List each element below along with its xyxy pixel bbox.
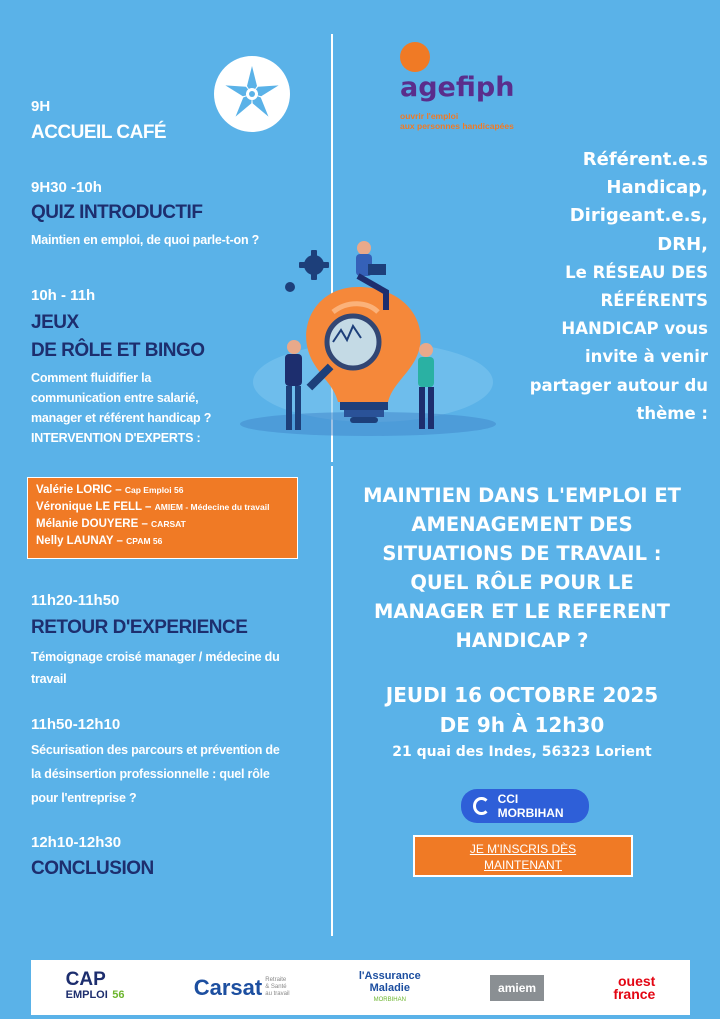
- expert-item: Nelly LAUNAY – CPAM 56: [36, 535, 163, 547]
- register-button[interactable]: JE M'INSCRIS DÈS MAINTENANT: [413, 835, 633, 877]
- event-date: JEUDI 16 OCTOBRE 2025: [385, 683, 659, 707]
- agenda-time: 12h10-12h30: [31, 834, 122, 851]
- agenda-time: 9H: [31, 98, 51, 115]
- partner-logos: [31, 960, 690, 1015]
- agenda-desc: Sécurisation des parcours et prévention de: [31, 743, 280, 757]
- event-hours: DE 9h À 12h30: [439, 713, 605, 737]
- agefiph-logo: agefiph ouvrir l'emploi aux personnes handicapées: [397, 36, 567, 136]
- agenda-time: 11h20-11h50: [31, 592, 120, 609]
- lightbulb-illustration: [238, 232, 496, 442]
- expert-item: Mélanie DOUYERE – CARSAT: [36, 518, 186, 530]
- invite-text: Référent.e.s Handicap, Dirigeant.e.s, DRH, Le RÉSEAU DES RÉFÉRENTS HANDICAP vous invite à venir partager autour du thème :: [529, 149, 708, 423]
- agenda-desc: Témoignage croisé manager / médecine du: [31, 650, 280, 664]
- theme-title: MAINTIEN DANS L'EMPLOI ET AMENAGEMENT DES SITUATIONS DE TRAVAIL : QUEL RÔLE POUR LE MANAGER ET LE REFERENT HANDICAP ?: [363, 484, 681, 652]
- star-icon: [214, 56, 290, 132]
- agenda-title: ACCUEIL CAFÉ: [31, 122, 167, 143]
- cci-morbihan-badge[interactable]: CCI MORBIHAN: [461, 789, 589, 823]
- agenda-time: 9H30 -10h: [31, 179, 102, 196]
- agenda-desc: la désinsertion professionnelle : quel rôle: [31, 767, 270, 781]
- agenda-desc: manager et référent handicap ?: [31, 411, 212, 425]
- cap-emploi-logo: CAP EMPLOI 56: [65, 969, 125, 1001]
- agenda-desc: pour l'entreprise ?: [31, 791, 137, 805]
- bottom-divider: [331, 466, 333, 936]
- agenda-title: CONCLUSION: [31, 858, 154, 879]
- agenda-title: JEUX: [31, 312, 79, 333]
- agenda-time: 10h - 11h: [31, 287, 96, 304]
- agenda-time: 11h50-12h10: [31, 716, 121, 733]
- agefiph-icon: [400, 42, 430, 72]
- agenda-desc: Comment fluidifier la: [31, 371, 152, 385]
- gear-icon: [285, 250, 329, 292]
- agenda-title: RETOUR D'EXPERIENCE: [31, 617, 248, 638]
- agenda-title: QUIZ INTRODUCTIF: [31, 202, 203, 223]
- agenda-desc: communication entre salarié,: [31, 391, 199, 405]
- ouest-france-logo: ouest france: [613, 972, 656, 1002]
- agenda-desc: travail: [31, 672, 67, 686]
- cci-icon: [473, 797, 490, 815]
- assurance-maladie-logo: l'Assurance Maladie MORBIHAN: [358, 969, 421, 1003]
- expert-item: Véronique LE FELL – AMIEM - Médecine du travail: [36, 501, 270, 513]
- carsat-logo: Carsat Retraite & Santé au travail: [193, 974, 290, 1000]
- experts-box: [27, 477, 298, 559]
- expert-item: Valérie LORIC – Cap Emploi 56: [36, 484, 184, 496]
- agenda-desc: Maintien en emploi, de quoi parle-t-on ?: [31, 233, 260, 247]
- event-address: 21 quai des Indes, 56323 Lorient: [392, 744, 652, 760]
- network-logo: [214, 56, 290, 132]
- agenda-desc: INTERVENTION D'EXPERTS :: [31, 431, 201, 445]
- amiem-logo: amiem: [490, 975, 544, 1001]
- agenda-title: DE RÔLE ET BINGO: [31, 340, 205, 361]
